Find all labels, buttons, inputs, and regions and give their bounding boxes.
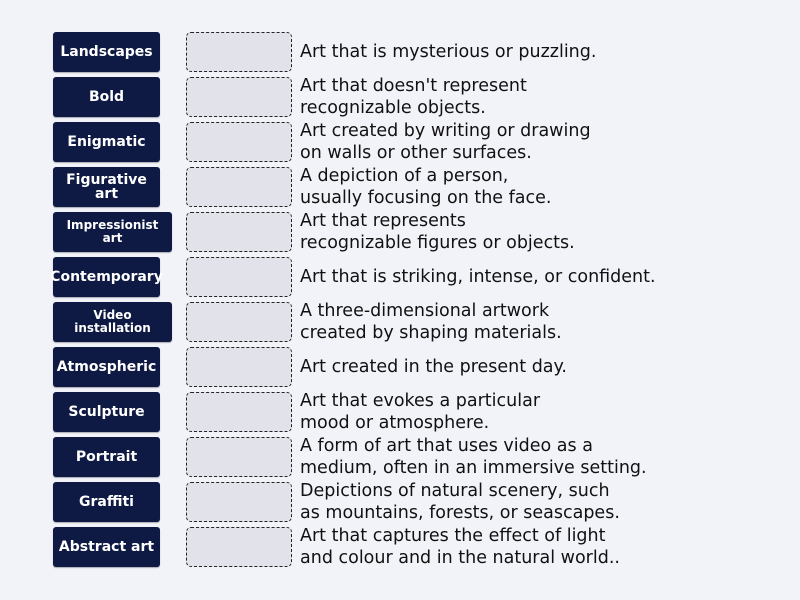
match-row — [0, 302, 800, 342]
match-row — [0, 527, 800, 567]
draggable-tile[interactable]: Figurative art — [53, 167, 160, 207]
draggable-tile[interactable]: Atmospheric — [53, 347, 160, 387]
description-text: Art that evokes a particular mood or atmosphere. — [300, 391, 541, 433]
description-text: Art that doesn't represent recognizable objects. — [300, 76, 527, 118]
drop-zone[interactable] — [186, 347, 292, 387]
draggable-tile[interactable]: Abstract art — [53, 527, 160, 567]
match-row — [0, 212, 800, 252]
match-row — [0, 257, 800, 297]
draggable-tile[interactable]: Sculpture — [53, 392, 160, 432]
description-text: A form of art that uses video as a medium, often in an immersive setting. — [300, 436, 647, 478]
match-row — [0, 437, 800, 477]
match-row — [0, 77, 800, 117]
description-text: Art created in the present day. — [300, 357, 567, 377]
match-row — [0, 167, 800, 207]
draggable-tile[interactable]: Impressionist art — [53, 212, 172, 252]
description-text: Art created by writing or drawing on walls or other surfaces. — [300, 121, 591, 163]
description-text: Art that is striking, intense, or confident. — [300, 267, 656, 287]
drop-zone[interactable] — [186, 392, 292, 432]
description-text: Art that is mysterious or puzzling. — [300, 42, 597, 62]
description-text: Depictions of natural scenery, such as mountains, forests, or seascapes. — [300, 481, 620, 523]
drop-zone[interactable] — [186, 32, 292, 72]
draggable-tile[interactable]: Enigmatic — [53, 122, 160, 162]
draggable-tile[interactable]: Graffiti — [53, 482, 160, 522]
match-row — [0, 347, 800, 387]
match-row — [0, 392, 800, 432]
drop-zone[interactable] — [186, 167, 292, 207]
description-text: A three-dimensional artwork created by shaping materials. — [300, 301, 562, 343]
draggable-tile[interactable]: Video installation — [53, 302, 172, 342]
drop-zone[interactable] — [186, 212, 292, 252]
draggable-tile[interactable]: Portrait — [53, 437, 160, 477]
description-text: A depiction of a person, usually focusing on the face. — [300, 166, 552, 208]
match-row — [0, 32, 800, 72]
draggable-tile[interactable]: Contemporary — [53, 257, 160, 297]
match-row — [0, 482, 800, 522]
draggable-tile[interactable]: Landscapes — [53, 32, 160, 72]
drop-zone[interactable] — [186, 257, 292, 297]
drop-zone[interactable] — [186, 302, 292, 342]
drop-zone[interactable] — [186, 527, 292, 567]
match-row — [0, 122, 800, 162]
drop-zone[interactable] — [186, 122, 292, 162]
description-text: Art that represents recognizable figures or objects. — [300, 211, 575, 253]
drop-zone[interactable] — [186, 77, 292, 117]
drop-zone[interactable] — [186, 482, 292, 522]
description-text: Art that captures the effect of light and colour and in the natural world.. — [300, 526, 620, 568]
drop-zone[interactable] — [186, 437, 292, 477]
draggable-tile[interactable]: Bold — [53, 77, 160, 117]
